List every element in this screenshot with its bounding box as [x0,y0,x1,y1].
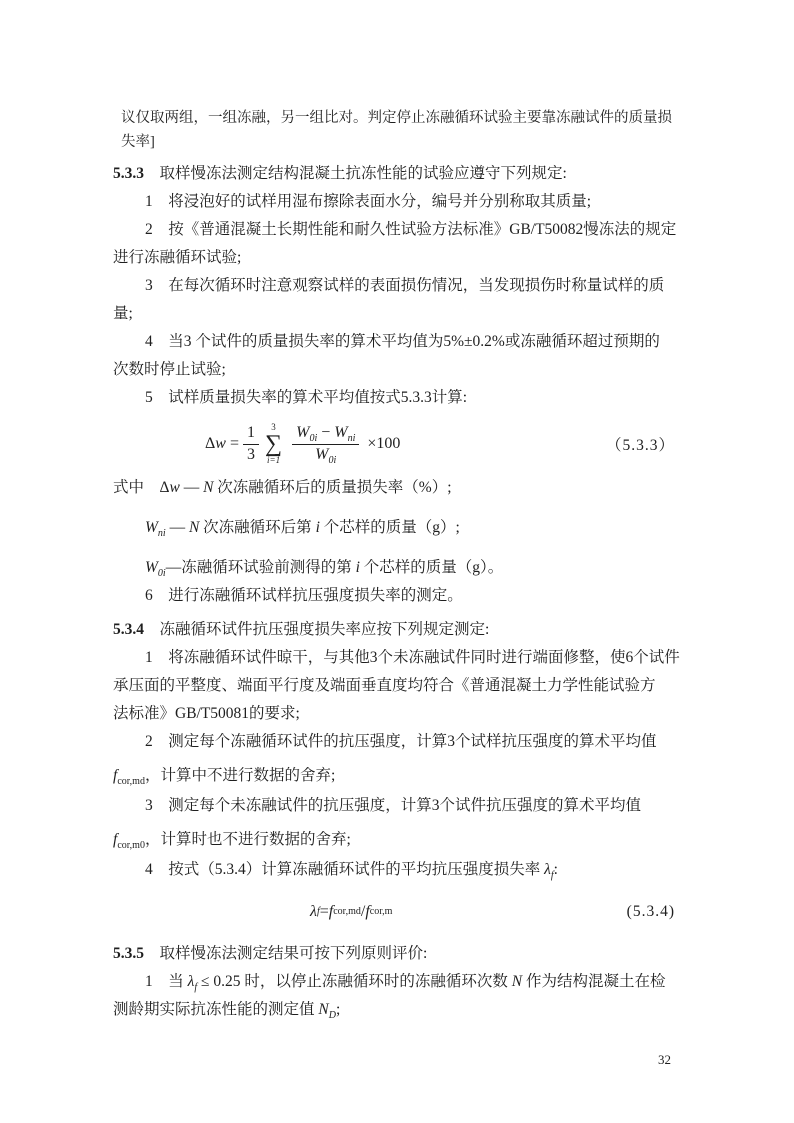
paragraph-block-a [113,106,683,412]
text-line: 量; [113,305,133,322]
text-line: 5.3.3 取样慢冻法测定结构混凝土抗冻性能的试验应遵守下列规定: [113,165,567,182]
text-line: $f_{cor,md}$，计算中不进行数据的舍弃; [113,767,336,787]
text-line: 2 测定每个冻融循环试件的抗压强度，计算3个试样抗压强度的算术平均值 [145,733,657,750]
text-line: 法标准》GB/T50081的要求; [113,705,300,722]
text-line: 1 将冻融循环试件晾干，与其他3个未冻融试件同时进行端面修整，使6个试件 [145,649,680,666]
equation-number: （5.3.3） [605,437,675,454]
paragraph-block-b [113,474,683,884]
text-line: 5 试样质量损失率的算术平均值按式5.3.3计算: [145,389,468,406]
text-line: 1 将浸泡好的试样用湿布擦除表面水分，编号并分别称取其质量; [145,193,592,210]
text-line: 5.3.5 取样慢冻法测定结果可按下列原则评价: [113,945,428,962]
text-line: 进行冻融循环试验; [113,249,242,266]
text-line: 5.3.4 冻融循环试件抗压强度损失率应按下列规定测定: [113,621,490,638]
text-line: $W_{0i}—$冻融循环试验前测得的第 i 个芯样的质量（g）。 [145,559,504,579]
formula-5-3-4 [113,890,683,934]
text-line: 议仅取两组，一组冻融，另一组比对。判定停止冻融循环试验主要靠冻融试件的质量损失率] [121,110,672,150]
text-line: 测龄期实际抗冻性能的测定值 $N_D$; [113,1001,341,1021]
formula-lhs: Δw = [205,435,239,452]
text-line: 4 按式（5.3.4）计算冻融循环试件的平均抗压强度损失率 $\lambda_f$: [145,861,558,881]
text-line: 4 当3 个试件的质量损失率的算术平均值为5%±0.2%或冻融循环超过预期的 [145,333,660,350]
text-line: 次数时停止试验; [113,361,226,378]
document-content [113,106,683,1024]
text-line: 1 当 $\lambda_f \le 0.25$ 时，以停止冻融循环时的冻融循环次数 N 作为结构混凝土在检 [145,973,666,993]
text-line: $f_{cor,m0}$，计算时也不进行数据的舍弃; [113,831,351,851]
text-line: 2 按《普通混凝土长期性能和耐久性试验方法标准》GB/T50082慢冻法的规定 [145,221,677,238]
text-line: 式中 Δw — N 次冻融循环后的质量损失率（%）; [113,479,452,496]
text-line: 3 在每次循环时注意观察试样的表面损伤情况，当发现损伤时称量试样的质 [145,277,665,294]
formula-5-3-3-math [205,423,400,465]
coefficient-fraction: $\frac{1}{3}$ [243,424,259,464]
formula-5-3-4-math: λ f = f cor,md / f cor,m [310,903,393,920]
text-line: 3 测定每个未冻融试件的抗压强度，计算3个试件抗压强度的算术平均值 [145,797,642,814]
text-line: 6 进行冻融循环试样抗压强度损失率的测定。 [145,587,463,604]
summation-symbol: 3 ∑ i=1 [265,422,283,465]
text-line: $W_{ni}$ — N 次冻融循环后第 i 个芯样的质量（g）; [145,519,460,539]
page-number: 32 [658,1052,671,1067]
mass-loss-fraction: $\frac{W_{0i} - W_{ni}}{W_{0i}}$ [292,424,359,464]
paragraph-block-c [113,940,683,1024]
formula-5-3-3 [113,414,683,474]
text-line: 承压面的平整度、端面平行度及端面垂直度均符合《普通混凝土力学性能试验方 [113,677,656,694]
equation-number: (5.3.4) [626,903,675,920]
multiplier: ×100 [367,435,401,452]
